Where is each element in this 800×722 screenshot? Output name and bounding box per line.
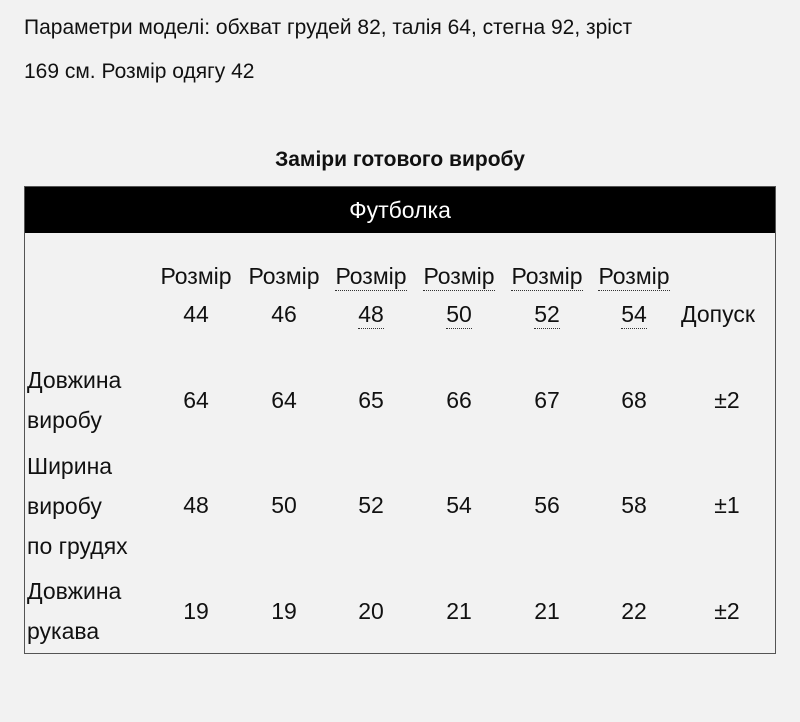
row-label-length [27,360,121,440]
size-header-word-48-text: Розмір [335,263,407,289]
size-header-48 [327,301,415,328]
size-header-word-54-text: Розмір [598,263,670,289]
size-header-52-text: 52 [534,301,560,327]
table-cell: 68 [621,387,647,413]
size-header-word-52 [503,263,591,290]
table-cell: 19 [183,598,209,624]
table-cell: 20 [358,598,384,624]
table-cell: 21 [534,598,560,624]
table-cell: 50 [271,492,297,518]
size-header-46: 46 [271,301,297,327]
row-label-length-line-2: виробу [27,407,102,433]
table-cell: 48 [183,492,209,518]
row-label-chest-width-line-3: по грудях [27,533,128,559]
size-header-word-46: Розмір [248,263,320,289]
model-parameters-text [24,6,784,94]
table-cell: 65 [358,387,384,413]
size-header-44: 44 [183,301,209,327]
row-label-sleeve-length-line-1: Довжина [27,578,122,604]
size-header-word-52-text: Розмір [511,263,583,289]
size-header-52 [503,301,591,328]
size-header-54-text: 54 [621,301,647,327]
table-cell: 64 [271,387,297,413]
size-header-word-54 [590,263,678,290]
tolerance-header: Допуск [681,301,755,327]
table-cell: 64 [183,387,209,413]
row-label-chest-width [27,446,128,566]
table-cell: 58 [621,492,647,518]
tolerance-cell: ±2 [714,598,740,624]
model-parameters-line-2: 169 см. Розмір одягу 42 [24,60,255,83]
table-cell: 19 [271,598,297,624]
size-header-50 [415,301,503,328]
model-parameters-line-1: Параметри моделі: обхват грудей 82, талія 64, стегна 92, зріст [24,16,633,39]
table-cell: 21 [446,598,472,624]
row-label-sleeve-length-line-2: рукава [27,618,100,644]
tolerance-cell: ±1 [714,492,740,518]
row-label-chest-width-line-1: Ширина [27,453,113,479]
size-header-word-50-text: Розмір [423,263,495,289]
table-cell: 56 [534,492,560,518]
table-cell: 67 [534,387,560,413]
size-header-50-text: 50 [446,301,472,327]
tolerance-cell: ±2 [714,387,740,413]
table-cell: 22 [621,598,647,624]
row-label-chest-width-line-2: виробу [27,493,102,519]
size-header-word-50 [415,263,503,290]
size-header-54 [590,301,678,328]
row-label-sleeve-length [27,571,121,651]
table-cell: 52 [358,492,384,518]
table-cell: 66 [446,387,472,413]
size-header-48-text: 48 [358,301,384,327]
size-table [24,186,776,654]
size-header-word-44: Розмір [160,263,232,289]
table-cell: 54 [446,492,472,518]
garment-name-bar: Футболка [25,187,775,233]
row-label-length-line-1: Довжина [27,367,122,393]
size-header-word-48 [327,263,415,290]
section-title: Заміри готового виробу [275,148,525,171]
